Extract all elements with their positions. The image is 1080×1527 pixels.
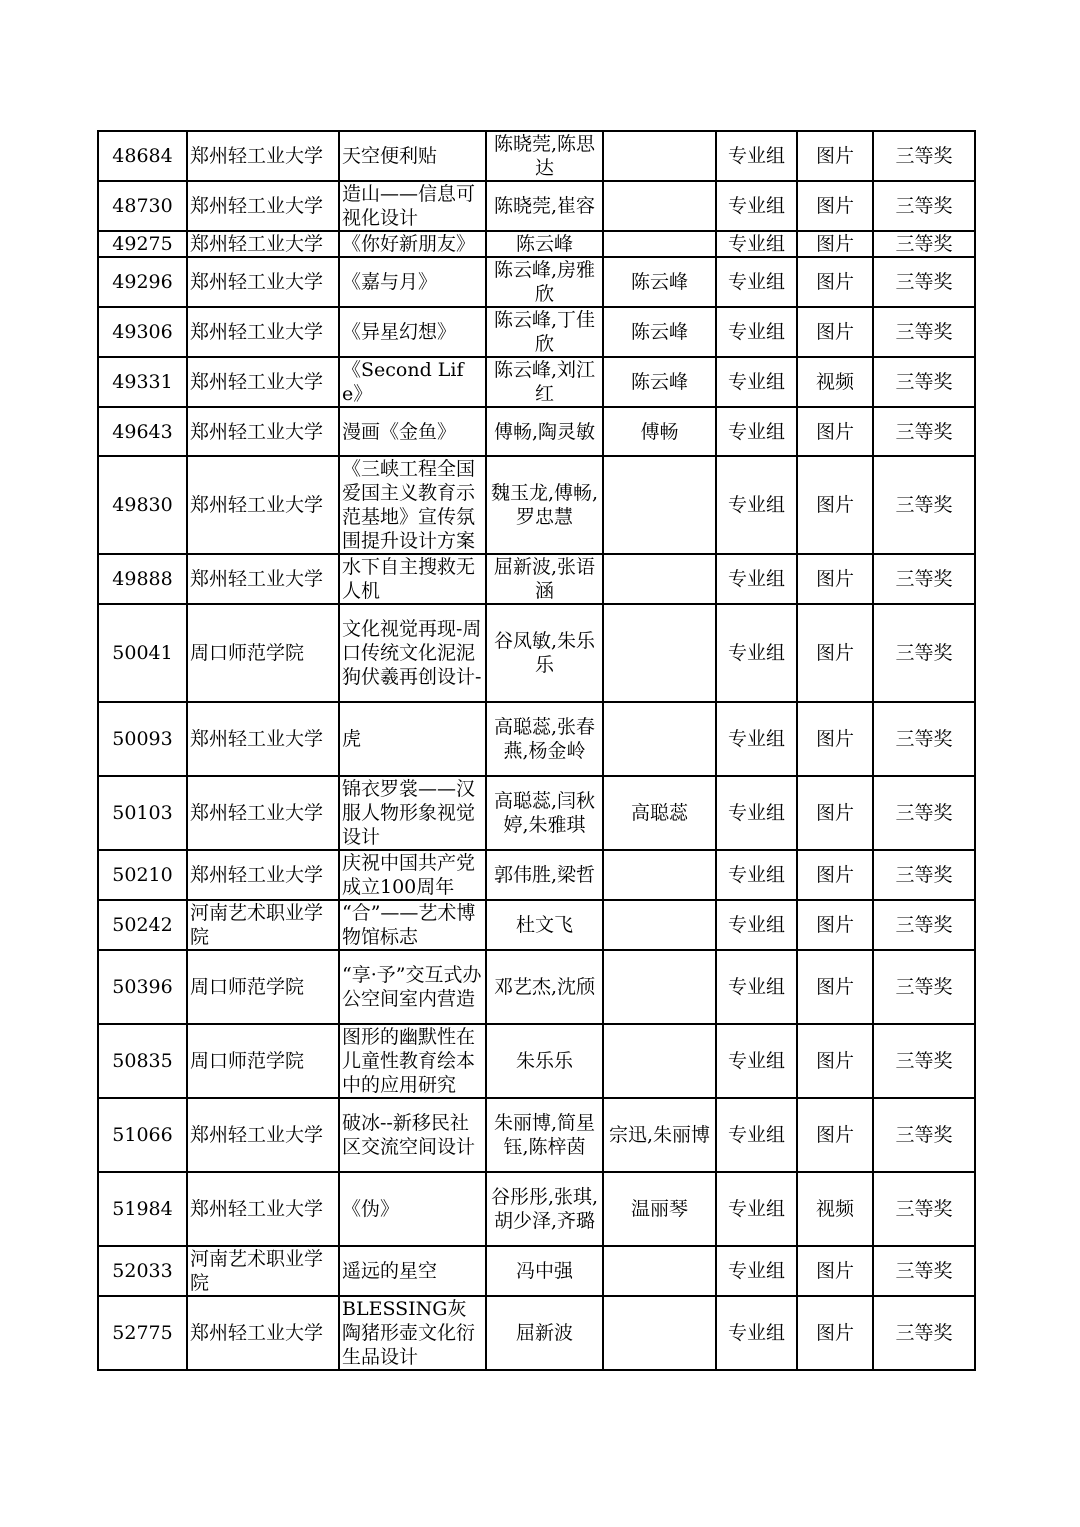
advisor-cell <box>603 231 716 257</box>
group-cell: 专业组 <box>716 131 797 181</box>
entry-id-cell: 50210 <box>98 850 187 900</box>
award-cell: 三等奖 <box>873 1296 975 1370</box>
group-cell: 专业组 <box>716 456 797 554</box>
advisor-cell <box>603 1296 716 1370</box>
entry-id-cell: 52775 <box>98 1296 187 1370</box>
work-type-cell: 图片 <box>797 1098 873 1172</box>
entry-id-cell: 51066 <box>98 1098 187 1172</box>
entry-id-cell: 51984 <box>98 1172 187 1246</box>
award-cell: 三等奖 <box>873 1098 975 1172</box>
advisor-cell: 陈云峰 <box>603 257 716 307</box>
work-type-cell: 图片 <box>797 407 873 456</box>
work-title-cell: 《Second Life》 <box>339 357 486 407</box>
school-cell: 郑州轻工业大学 <box>187 1098 339 1172</box>
table-row <box>98 776 975 850</box>
advisor-cell <box>603 456 716 554</box>
work-title-cell: 破冰--新移民社区交流空间设计 <box>339 1098 486 1172</box>
award-cell: 三等奖 <box>873 407 975 456</box>
work-title-cell: 造山——信息可视化设计 <box>339 181 486 231</box>
authors-cell: 朱乐乐 <box>486 1024 603 1098</box>
work-title-cell: 《伪》 <box>339 1172 486 1246</box>
work-title-cell: 虎 <box>339 702 486 776</box>
group-cell: 专业组 <box>716 1296 797 1370</box>
group-cell: 专业组 <box>716 604 797 702</box>
table-row <box>98 231 975 257</box>
school-cell: 周口师范学院 <box>187 950 339 1024</box>
advisor-cell <box>603 702 716 776</box>
work-type-cell: 图片 <box>797 257 873 307</box>
entry-id-cell: 50242 <box>98 900 187 950</box>
table-row <box>98 850 975 900</box>
group-cell: 专业组 <box>716 900 797 950</box>
group-cell: 专业组 <box>716 1172 797 1246</box>
work-type-cell: 图片 <box>797 181 873 231</box>
group-cell: 专业组 <box>716 1024 797 1098</box>
work-type-cell: 图片 <box>797 1024 873 1098</box>
authors-cell: 邓艺杰,沈颀 <box>486 950 603 1024</box>
work-title-cell: 图形的幽默性在儿童性教育绘本中的应用研究 <box>339 1024 486 1098</box>
table-row <box>98 900 975 950</box>
table-row <box>98 1024 975 1098</box>
authors-cell: 傅畅,陶灵敏 <box>486 407 603 456</box>
advisor-cell <box>603 1246 716 1296</box>
entry-id-cell: 52033 <box>98 1246 187 1296</box>
school-cell: 郑州轻工业大学 <box>187 1296 339 1370</box>
authors-cell: 陈晓莞,陈思达 <box>486 131 603 181</box>
school-cell: 郑州轻工业大学 <box>187 554 339 604</box>
work-type-cell: 视频 <box>797 357 873 407</box>
work-title-cell: 《嘉与月》 <box>339 257 486 307</box>
authors-cell: 陈云峰 <box>486 231 603 257</box>
award-cell: 三等奖 <box>873 702 975 776</box>
table-row <box>98 604 975 702</box>
school-cell: 郑州轻工业大学 <box>187 702 339 776</box>
award-cell: 三等奖 <box>873 307 975 357</box>
school-cell: 河南艺术职业学院 <box>187 900 339 950</box>
work-title-cell: 《你好新朋友》 <box>339 231 486 257</box>
awards-table <box>97 130 976 1371</box>
group-cell: 专业组 <box>716 776 797 850</box>
authors-cell: 屈新波 <box>486 1296 603 1370</box>
work-type-cell: 视频 <box>797 1172 873 1246</box>
school-cell: 郑州轻工业大学 <box>187 231 339 257</box>
authors-cell: 谷彤彤,张琪,胡少泽,齐璐 <box>486 1172 603 1246</box>
group-cell: 专业组 <box>716 950 797 1024</box>
entry-id-cell: 49296 <box>98 257 187 307</box>
authors-cell: 陈云峰,刘江红 <box>486 357 603 407</box>
advisor-cell: 傅畅 <box>603 407 716 456</box>
work-type-cell: 图片 <box>797 231 873 257</box>
work-type-cell: 图片 <box>797 702 873 776</box>
group-cell: 专业组 <box>716 257 797 307</box>
school-cell: 河南艺术职业学院 <box>187 1246 339 1296</box>
table-row <box>98 702 975 776</box>
table-row <box>98 1098 975 1172</box>
group-cell: 专业组 <box>716 307 797 357</box>
group-cell: 专业组 <box>716 1098 797 1172</box>
table-row <box>98 307 975 357</box>
work-type-cell: 图片 <box>797 307 873 357</box>
authors-cell: 高聪蕊,张春燕,杨金岭 <box>486 702 603 776</box>
award-cell: 三等奖 <box>873 776 975 850</box>
work-type-cell: 图片 <box>797 1246 873 1296</box>
work-type-cell: 图片 <box>797 950 873 1024</box>
school-cell: 郑州轻工业大学 <box>187 776 339 850</box>
table-row <box>98 456 975 554</box>
authors-cell: 谷凤敏,朱乐乐 <box>486 604 603 702</box>
advisor-cell: 陈云峰 <box>603 357 716 407</box>
school-cell: 郑州轻工业大学 <box>187 407 339 456</box>
work-title-cell: 《三峡工程全国爱国主义教育示范基地》宣传氛围提升设计方案 <box>339 456 486 554</box>
authors-cell: 冯中强 <box>486 1246 603 1296</box>
group-cell: 专业组 <box>716 357 797 407</box>
group-cell: 专业组 <box>716 407 797 456</box>
school-cell: 郑州轻工业大学 <box>187 357 339 407</box>
school-cell: 郑州轻工业大学 <box>187 257 339 307</box>
authors-cell: 魏玉龙,傅畅,罗忠慧 <box>486 456 603 554</box>
school-cell: 郑州轻工业大学 <box>187 850 339 900</box>
authors-cell: 陈云峰,丁佳欣 <box>486 307 603 357</box>
school-cell: 周口师范学院 <box>187 604 339 702</box>
advisor-cell: 陈云峰 <box>603 307 716 357</box>
authors-cell: 陈云峰,房雅欣 <box>486 257 603 307</box>
school-cell: 郑州轻工业大学 <box>187 307 339 357</box>
school-cell: 郑州轻工业大学 <box>187 131 339 181</box>
advisor-cell <box>603 900 716 950</box>
award-cell: 三等奖 <box>873 1024 975 1098</box>
authors-cell: 屈新波,张语涵 <box>486 554 603 604</box>
entry-id-cell: 49643 <box>98 407 187 456</box>
school-cell: 郑州轻工业大学 <box>187 181 339 231</box>
group-cell: 专业组 <box>716 1246 797 1296</box>
authors-cell: 高聪蕊,闫秋婷,朱雅琪 <box>486 776 603 850</box>
work-title-cell: 文化视觉再现-周口传统文化泥泥狗伏羲再创设计- <box>339 604 486 702</box>
work-title-cell: 漫画《金鱼》 <box>339 407 486 456</box>
advisor-cell <box>603 604 716 702</box>
advisor-cell <box>603 554 716 604</box>
table-row <box>98 357 975 407</box>
table-row <box>98 1246 975 1296</box>
work-type-cell: 图片 <box>797 131 873 181</box>
awards-table-body <box>98 131 975 1370</box>
award-cell: 三等奖 <box>873 181 975 231</box>
authors-cell: 郭伟胜,梁哲 <box>486 850 603 900</box>
work-type-cell: 图片 <box>797 900 873 950</box>
work-type-cell: 图片 <box>797 554 873 604</box>
work-title-cell: 庆祝中国共产党成立100周年 <box>339 850 486 900</box>
school-cell: 周口师范学院 <box>187 1024 339 1098</box>
award-cell: 三等奖 <box>873 850 975 900</box>
group-cell: 专业组 <box>716 850 797 900</box>
award-cell: 三等奖 <box>873 1172 975 1246</box>
table-row <box>98 554 975 604</box>
advisor-cell <box>603 950 716 1024</box>
work-type-cell: 图片 <box>797 456 873 554</box>
authors-cell: 杜文飞 <box>486 900 603 950</box>
school-cell: 郑州轻工业大学 <box>187 1172 339 1246</box>
entry-id-cell: 50835 <box>98 1024 187 1098</box>
entry-id-cell: 49275 <box>98 231 187 257</box>
advisor-cell: 高聪蕊 <box>603 776 716 850</box>
work-title-cell: BLESSING灰陶猪形壶文化衍生品设计 <box>339 1296 486 1370</box>
work-type-cell: 图片 <box>797 850 873 900</box>
advisor-cell <box>603 131 716 181</box>
entry-id-cell: 49830 <box>98 456 187 554</box>
authors-cell: 陈晓莞,崔容 <box>486 181 603 231</box>
entry-id-cell: 49888 <box>98 554 187 604</box>
authors-cell: 朱丽博,简星钰,陈梓茵 <box>486 1098 603 1172</box>
work-type-cell: 图片 <box>797 604 873 702</box>
entry-id-cell: 50093 <box>98 702 187 776</box>
award-cell: 三等奖 <box>873 357 975 407</box>
award-cell: 三等奖 <box>873 231 975 257</box>
group-cell: 专业组 <box>716 554 797 604</box>
award-cell: 三等奖 <box>873 131 975 181</box>
award-cell: 三等奖 <box>873 950 975 1024</box>
award-cell: 三等奖 <box>873 604 975 702</box>
work-title-cell: “享·予”交互式办公空间室内营造 <box>339 950 486 1024</box>
work-title-cell: 天空便利贴 <box>339 131 486 181</box>
work-title-cell: 遥远的星空 <box>339 1246 486 1296</box>
entry-id-cell: 50103 <box>98 776 187 850</box>
work-type-cell: 图片 <box>797 1296 873 1370</box>
table-row <box>98 1172 975 1246</box>
entry-id-cell: 50396 <box>98 950 187 1024</box>
entry-id-cell: 49331 <box>98 357 187 407</box>
table-row <box>98 407 975 456</box>
work-title-cell: 锦衣罗裳——汉服人物形象视觉设计 <box>339 776 486 850</box>
school-cell: 郑州轻工业大学 <box>187 456 339 554</box>
award-cell: 三等奖 <box>873 554 975 604</box>
award-cell: 三等奖 <box>873 900 975 950</box>
table-row <box>98 257 975 307</box>
advisor-cell: 温丽琴 <box>603 1172 716 1246</box>
award-cell: 三等奖 <box>873 456 975 554</box>
advisor-cell <box>603 1024 716 1098</box>
group-cell: 专业组 <box>716 231 797 257</box>
advisor-cell <box>603 181 716 231</box>
table-row <box>98 131 975 181</box>
entry-id-cell: 48730 <box>98 181 187 231</box>
table-row <box>98 181 975 231</box>
work-title-cell: 水下自主搜救无人机 <box>339 554 486 604</box>
award-cell: 三等奖 <box>873 257 975 307</box>
group-cell: 专业组 <box>716 702 797 776</box>
work-title-cell: 《异星幻想》 <box>339 307 486 357</box>
table-row <box>98 1296 975 1370</box>
group-cell: 专业组 <box>716 181 797 231</box>
work-type-cell: 图片 <box>797 776 873 850</box>
entry-id-cell: 48684 <box>98 131 187 181</box>
entry-id-cell: 50041 <box>98 604 187 702</box>
award-cell: 三等奖 <box>873 1246 975 1296</box>
advisor-cell <box>603 850 716 900</box>
entry-id-cell: 49306 <box>98 307 187 357</box>
work-title-cell: “合”——艺术博物馆标志 <box>339 900 486 950</box>
table-row <box>98 950 975 1024</box>
advisor-cell: 宗迅,朱丽博 <box>603 1098 716 1172</box>
